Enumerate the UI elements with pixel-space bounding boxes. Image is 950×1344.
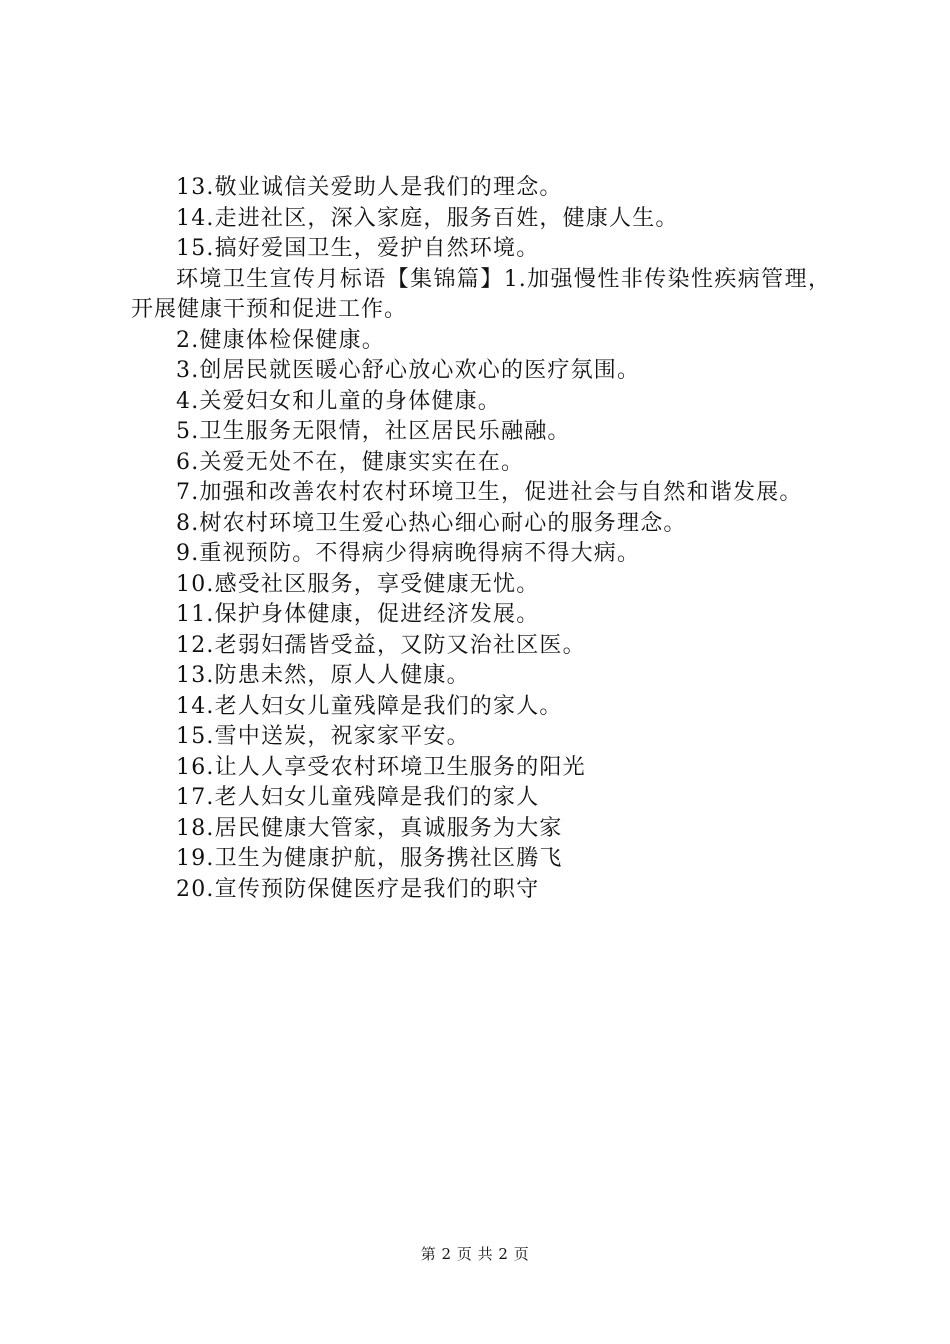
- page-number-label: 第 2 页 共 2 页: [420, 1245, 530, 1263]
- paragraph: 7.加强和改善农村农村环境卫生，促进社会与自然和谐发展。: [176, 480, 803, 505]
- page-footer: [0, 1243, 950, 1264]
- paragraph: 8.树农村环境卫生爱心热心细心耐心的服务理念。: [176, 510, 687, 536]
- paragraph: 17.老人妇女儿童残障是我们的家人: [176, 785, 540, 810]
- document-body: [131, 173, 831, 905]
- paragraph: 2.健康体检保健康。: [176, 327, 385, 353]
- paragraph: 13.敬业诚信关爱助人是我们的理念。: [176, 175, 563, 200]
- paragraph: 18.居民健康大管家，真诚服务为大家: [176, 815, 563, 841]
- paragraph: 14.走进社区，深入家庭，服务百姓，健康人生。: [176, 205, 679, 231]
- paragraph: 16.让人人享受农村环境卫生服务的阳光: [176, 754, 586, 780]
- paragraph: 4.关爱妇女和儿童的身体健康。: [176, 388, 501, 414]
- paragraph: 20.宣传预防保健医疗是我们的职守: [176, 876, 540, 902]
- paragraph: 19.卫生为健康护航，服务携社区腾飞: [176, 846, 563, 871]
- paragraph: 12.老弱妇孺皆受益，又防又治社区医。: [176, 632, 586, 658]
- paragraph: 11.保护身体健康，促进经济发展。: [176, 602, 540, 627]
- paragraph: 6.关爱无处不在，健康实实在在。: [176, 449, 525, 475]
- paragraph: 15.雪中送炭，祝家家平安。: [176, 724, 470, 749]
- section-heading-paragraph: 环境卫生宣传月标语【集锦篇】1.加强慢性非传染性疾病管理，开展健康干预和促进工作。: [131, 266, 831, 322]
- paragraph: 15.搞好爱国卫生，爱护自然环境。: [176, 236, 540, 261]
- paragraph: 9.重视预防。不得病少得病晚得病不得大病。: [176, 541, 641, 566]
- paragraph: 3.创居民就医暖心舒心放心欢心的医疗氛围。: [176, 358, 641, 383]
- paragraph: 14.老人妇女儿童残障是我们的家人。: [176, 693, 563, 719]
- paragraph: 13.防患未然，原人人健康。: [176, 663, 470, 688]
- paragraph: 10.感受社区服务，享受健康无忧。: [176, 571, 540, 597]
- paragraph: 5.卫生服务无限情，社区居民乐融融。: [176, 419, 571, 444]
